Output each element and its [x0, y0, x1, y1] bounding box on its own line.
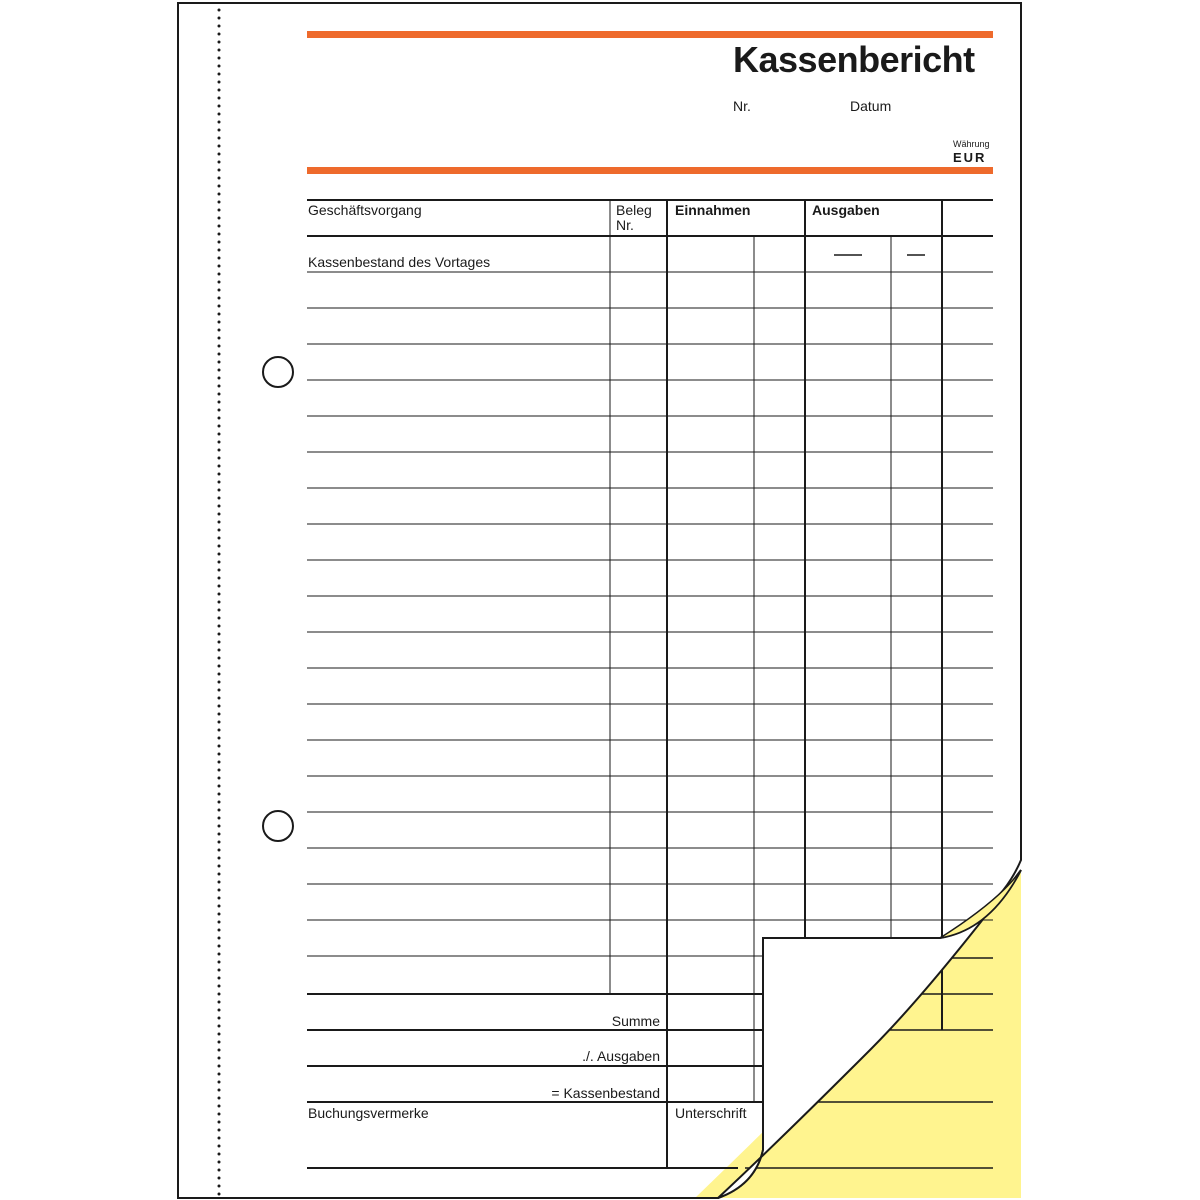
perforation-dot	[218, 905, 221, 908]
perforation-dot	[218, 33, 221, 36]
perforation-dot	[218, 537, 221, 540]
perforation-dot	[218, 505, 221, 508]
perforation-dot	[218, 361, 221, 364]
perforation-dot	[218, 1081, 221, 1084]
perforation-dot	[218, 793, 221, 796]
perforation-dot	[218, 577, 221, 580]
kassenbestand-label: = Kassenbestand	[551, 1085, 660, 1101]
perforation-dot	[218, 177, 221, 180]
summe-label: Summe	[611, 1013, 660, 1029]
perforation-dot	[218, 393, 221, 396]
perforation-dot	[218, 881, 221, 884]
perforation-dot	[218, 145, 221, 148]
perforation-dot	[218, 289, 221, 292]
perforation-dot	[218, 1105, 221, 1108]
ausgaben-label: ./. Ausgaben	[582, 1048, 660, 1064]
perforation-dot	[218, 1057, 221, 1060]
perforation-dot	[218, 641, 221, 644]
perforation-dot	[218, 545, 221, 548]
perforation-dot	[218, 153, 221, 156]
perforation-dot	[218, 1089, 221, 1092]
perforation-dot	[218, 705, 221, 708]
perforation-dot	[218, 305, 221, 308]
perforation-dot	[218, 273, 221, 276]
perforation-dot	[218, 633, 221, 636]
perforation-dot	[218, 1137, 221, 1140]
perforation-dot	[218, 65, 221, 68]
perforation-dot	[218, 769, 221, 772]
perforation-dot	[218, 161, 221, 164]
perforation-dot	[218, 1065, 221, 1068]
perforation-dot	[218, 737, 221, 740]
perforation-dot	[218, 785, 221, 788]
perforation-dot	[218, 1009, 221, 1012]
perforation-dot	[218, 513, 221, 516]
perforation-dot	[218, 937, 221, 940]
perforation-dot	[218, 1185, 221, 1188]
perforation-dot	[218, 593, 221, 596]
perforation-dot	[218, 1001, 221, 1004]
perforation-dot	[218, 353, 221, 356]
perforation-dot	[218, 89, 221, 92]
perforation-dot	[218, 521, 221, 524]
header-geschaeftsvorgang: Geschäftsvorgang	[308, 202, 422, 218]
perforation-dot	[218, 1169, 221, 1172]
perforation-dot	[218, 849, 221, 852]
header-ausgaben: Ausgaben	[812, 202, 880, 218]
punch-hole-bottom	[263, 811, 293, 841]
perforation-dot	[218, 681, 221, 684]
datum-label: Datum	[850, 98, 892, 114]
perforation-dot	[218, 97, 221, 100]
perforation-dot	[218, 1121, 221, 1124]
perforation-dot	[218, 761, 221, 764]
perforation-dot	[218, 297, 221, 300]
perforation-dot	[218, 377, 221, 380]
perforation-dot	[218, 465, 221, 468]
perforation-dot	[218, 1049, 221, 1052]
header-beleg-nr: Nr.	[616, 217, 634, 233]
perforation-dot	[218, 953, 221, 956]
perforation-dot	[218, 265, 221, 268]
perforation-dot	[218, 969, 221, 972]
perforation-dot	[218, 609, 221, 612]
perforation-dot	[218, 25, 221, 28]
perforation-dot	[218, 329, 221, 332]
form-title: Kassenbericht	[733, 39, 975, 80]
perforation-dot	[218, 961, 221, 964]
punch-hole-top	[263, 357, 293, 387]
perforation-dot	[218, 241, 221, 244]
perforation-dot	[218, 209, 221, 212]
accent-bar-bottom	[307, 167, 993, 174]
perforation-dot	[218, 985, 221, 988]
perforation-dot	[218, 313, 221, 316]
perforation-dot	[218, 1193, 221, 1196]
perforation-dot	[218, 657, 221, 660]
perforation-dot	[218, 601, 221, 604]
perforation-dot	[218, 57, 221, 60]
perforation-dot	[218, 1033, 221, 1036]
perforation-dot	[218, 449, 221, 452]
perforation-dot	[218, 1153, 221, 1156]
perforation-dot	[218, 929, 221, 932]
header-einnahmen: Einnahmen	[675, 202, 751, 218]
perforation-dot	[218, 921, 221, 924]
perforation-dot	[218, 1145, 221, 1148]
perforation-dot	[218, 497, 221, 500]
perforation-dot	[218, 825, 221, 828]
buchungsvermerke-label: Buchungsvermerke	[308, 1105, 429, 1121]
perforation-dot	[218, 585, 221, 588]
perforation-dot	[218, 1017, 221, 1020]
perforation-dot	[218, 217, 221, 220]
perforation-dot	[218, 1161, 221, 1164]
perforation-dot	[218, 129, 221, 132]
perforation-dot	[218, 729, 221, 732]
perforation-dot	[218, 225, 221, 228]
perforation-dot	[218, 201, 221, 204]
perforation-dot	[218, 745, 221, 748]
perforation-dot	[218, 49, 221, 52]
perforation-dot	[218, 713, 221, 716]
perforation-dot	[218, 257, 221, 260]
perforation-dot	[218, 81, 221, 84]
perforation-dot	[218, 409, 221, 412]
perforation-dot	[218, 433, 221, 436]
perforation-dot	[218, 457, 221, 460]
perforation-dot	[218, 625, 221, 628]
perforation-dot	[218, 17, 221, 20]
perforation-dot	[218, 809, 221, 812]
perforation-dot	[218, 649, 221, 652]
perforation-dot	[218, 481, 221, 484]
perforation-dot	[218, 425, 221, 428]
perforation-dot	[218, 345, 221, 348]
header-beleg: Beleg	[616, 202, 652, 218]
perforation-dot	[218, 697, 221, 700]
perforation-dot	[218, 897, 221, 900]
perforation-dot	[218, 169, 221, 172]
perforation-dot	[218, 113, 221, 116]
perforation-dot	[218, 913, 221, 916]
perforation-dot	[218, 665, 221, 668]
perforation-dot	[218, 1041, 221, 1044]
perforation-line	[218, 9, 221, 1196]
perforation-dot	[218, 777, 221, 780]
row-kassenbestand-vortages: Kassenbestand des Vortages	[308, 254, 491, 270]
perforation-dot	[218, 73, 221, 76]
perforation-dot	[218, 689, 221, 692]
perforation-dot	[218, 369, 221, 372]
perforation-dot	[218, 417, 221, 420]
perforation-dot	[218, 1073, 221, 1076]
perforation-dot	[218, 489, 221, 492]
perforation-dot	[218, 441, 221, 444]
perforation-dot	[218, 249, 221, 252]
perforation-dot	[218, 233, 221, 236]
perforation-dot	[218, 617, 221, 620]
perforation-dot	[218, 873, 221, 876]
perforation-dot	[218, 841, 221, 844]
perforation-dot	[218, 993, 221, 996]
perforation-dot	[218, 561, 221, 564]
perforation-dot	[218, 1097, 221, 1100]
perforation-dot	[218, 529, 221, 532]
perforation-dot	[218, 193, 221, 196]
perforation-dot	[218, 977, 221, 980]
perforation-dot	[218, 41, 221, 44]
perforation-dot	[218, 9, 221, 12]
unterschrift-label: Unterschrift	[675, 1105, 747, 1121]
nr-label: Nr.	[733, 98, 751, 114]
perforation-dot	[218, 833, 221, 836]
perforation-dot	[218, 801, 221, 804]
waehrung-label: Währung	[953, 139, 990, 149]
perforation-dot	[218, 889, 221, 892]
perforation-dot	[218, 1129, 221, 1132]
perforation-dot	[218, 473, 221, 476]
perforation-dot	[218, 817, 221, 820]
perforation-dot	[218, 401, 221, 404]
perforation-dot	[218, 1025, 221, 1028]
perforation-dot	[218, 569, 221, 572]
perforation-dot	[218, 1177, 221, 1180]
perforation-dot	[218, 1113, 221, 1116]
perforation-dot	[218, 721, 221, 724]
perforation-dot	[218, 105, 221, 108]
perforation-dot	[218, 553, 221, 556]
perforation-dot	[218, 121, 221, 124]
perforation-dot	[218, 337, 221, 340]
perforation-dot	[218, 137, 221, 140]
perforation-dot	[218, 385, 221, 388]
perforation-dot	[218, 185, 221, 188]
currency-code: EUR	[953, 150, 987, 165]
perforation-dot	[218, 321, 221, 324]
perforation-dot	[218, 865, 221, 868]
perforation-dot	[218, 857, 221, 860]
perforation-dot	[218, 753, 221, 756]
perforation-dot	[218, 281, 221, 284]
perforation-dot	[218, 673, 221, 676]
perforation-dot	[218, 945, 221, 948]
accent-bar-top	[307, 31, 993, 38]
